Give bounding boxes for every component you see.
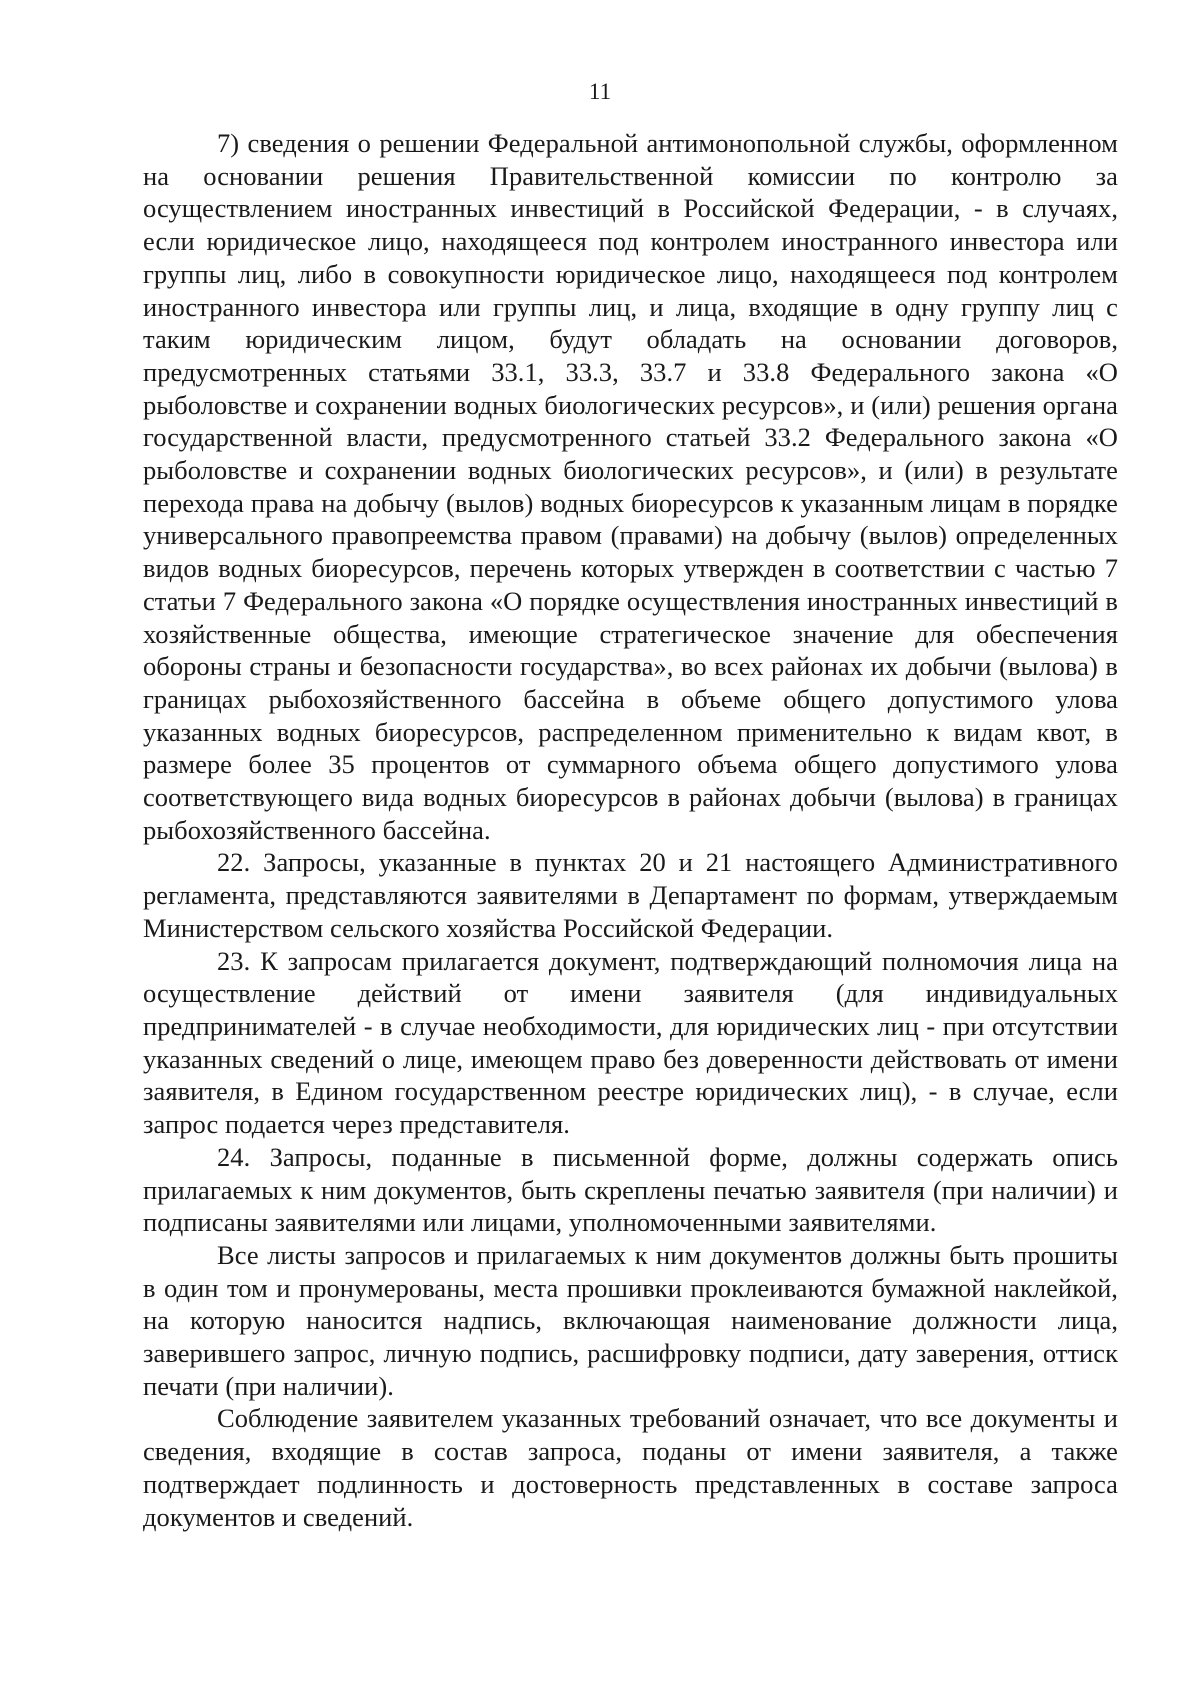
paragraph-22: 22. Запросы, указанные в пунктах 20 и 21 настоящего Административного регламента, представляются заявителями в Департамент по формам, утверждаемым Министерством сельского хозяйства Российской Федерации. <box>143 847 1118 943</box>
document-body <box>143 127 1118 1533</box>
paragraph-24: 24. Запросы, поданные в письменной форме, должны содержать опись прилагаемых к ним документов, быть скреплены печатью заявителя (при наличии) и подписаны заявителями или лицами, уполномоченными заявителями. <box>143 1141 1118 1238</box>
paragraph-24-sheets: Все листы запросов и прилагаемых к ним документов должны быть прошиты в один том и пронумерованы, места прошивки проклеиваются бумажной наклейкой, на которую наносится надпись, включающая наименование должности лица, заверившего запрос, личную подпись, расшифровку подписи, дату заверения, оттиск печати (при наличии). <box>143 1239 1118 1401</box>
paragraph-item-7: 7) сведения о решении Федеральной антимонопольной службы, оформленном на основании решения Правительственной комиссии по контролю за осуществлением иностранных инвестиций в Российской Федерации, - в случаях, если юридическое лицо, находящееся под контролем иностранного инвестора или группы лиц, либо в совокупности юридическое лицо, находящееся под контролем иностранного инвестора или группы лиц, и лица, входящие в одну группу лиц с таким юридическим лицом, будут обладать на основании договоров, предусмотренных статьями 33.1, 33.3, 33.7 и 33.8 Федерального закона «О рыболовстве и сохранении водных биологических ресурсов», и (или) решения органа государственной власти, предусмотренного статьей 33.2 Федерального закона «О рыболовстве и сохранении водных биологических ресурсов», и (или) в результате перехода права на добычу (вылов) водных биоресурсов к указанным лицам в порядке универсального правопреемства правом (правами) на добычу (вылов) определенных видов водных биоресурсов, перечень которых утвержден в соответствии с частью 7 статьи 7 Федерального закона «О порядке осуществления иностранных инвестиций в хозяйственные общества, имеющие стратегическое значение для обеспечения обороны страны и безопасности государства», во всех районах их добычи (вылова) в границах рыбохозяйственного бассейна в объеме общего допустимого улова указанных водных биоресурсов, распределенном применительно к видам квот, в размере более 35 процентов от суммарного объема общего допустимого улова соответствующего вида водных биоресурсов в районах добычи (вылова) в границах рыбохозяйственного бассейна. <box>143 128 1118 845</box>
paragraph-24-compliance: Соблюдение заявителем указанных требований означает, что все документы и сведения, входящие в состав запроса, поданы от имени заявителя, а также подтверждает подлинность и достоверность представленных в составе запроса документов и сведений. <box>143 1403 1118 1532</box>
page-number: 11 <box>588 79 612 104</box>
paragraph-23: 23. К запросам прилагается документ, подтверждающий полномочия лица на осуществление действий от имени заявителя (для индивидуальных предпринимателей - в случае необходимости, для юридических лиц - при отсутствии указанных сведений о лице, имеющем право без доверенности действовать от имени заявителя, в Едином государственном реестре юридических лиц), - в случае, если запрос подается через представителя. <box>143 945 1118 1140</box>
